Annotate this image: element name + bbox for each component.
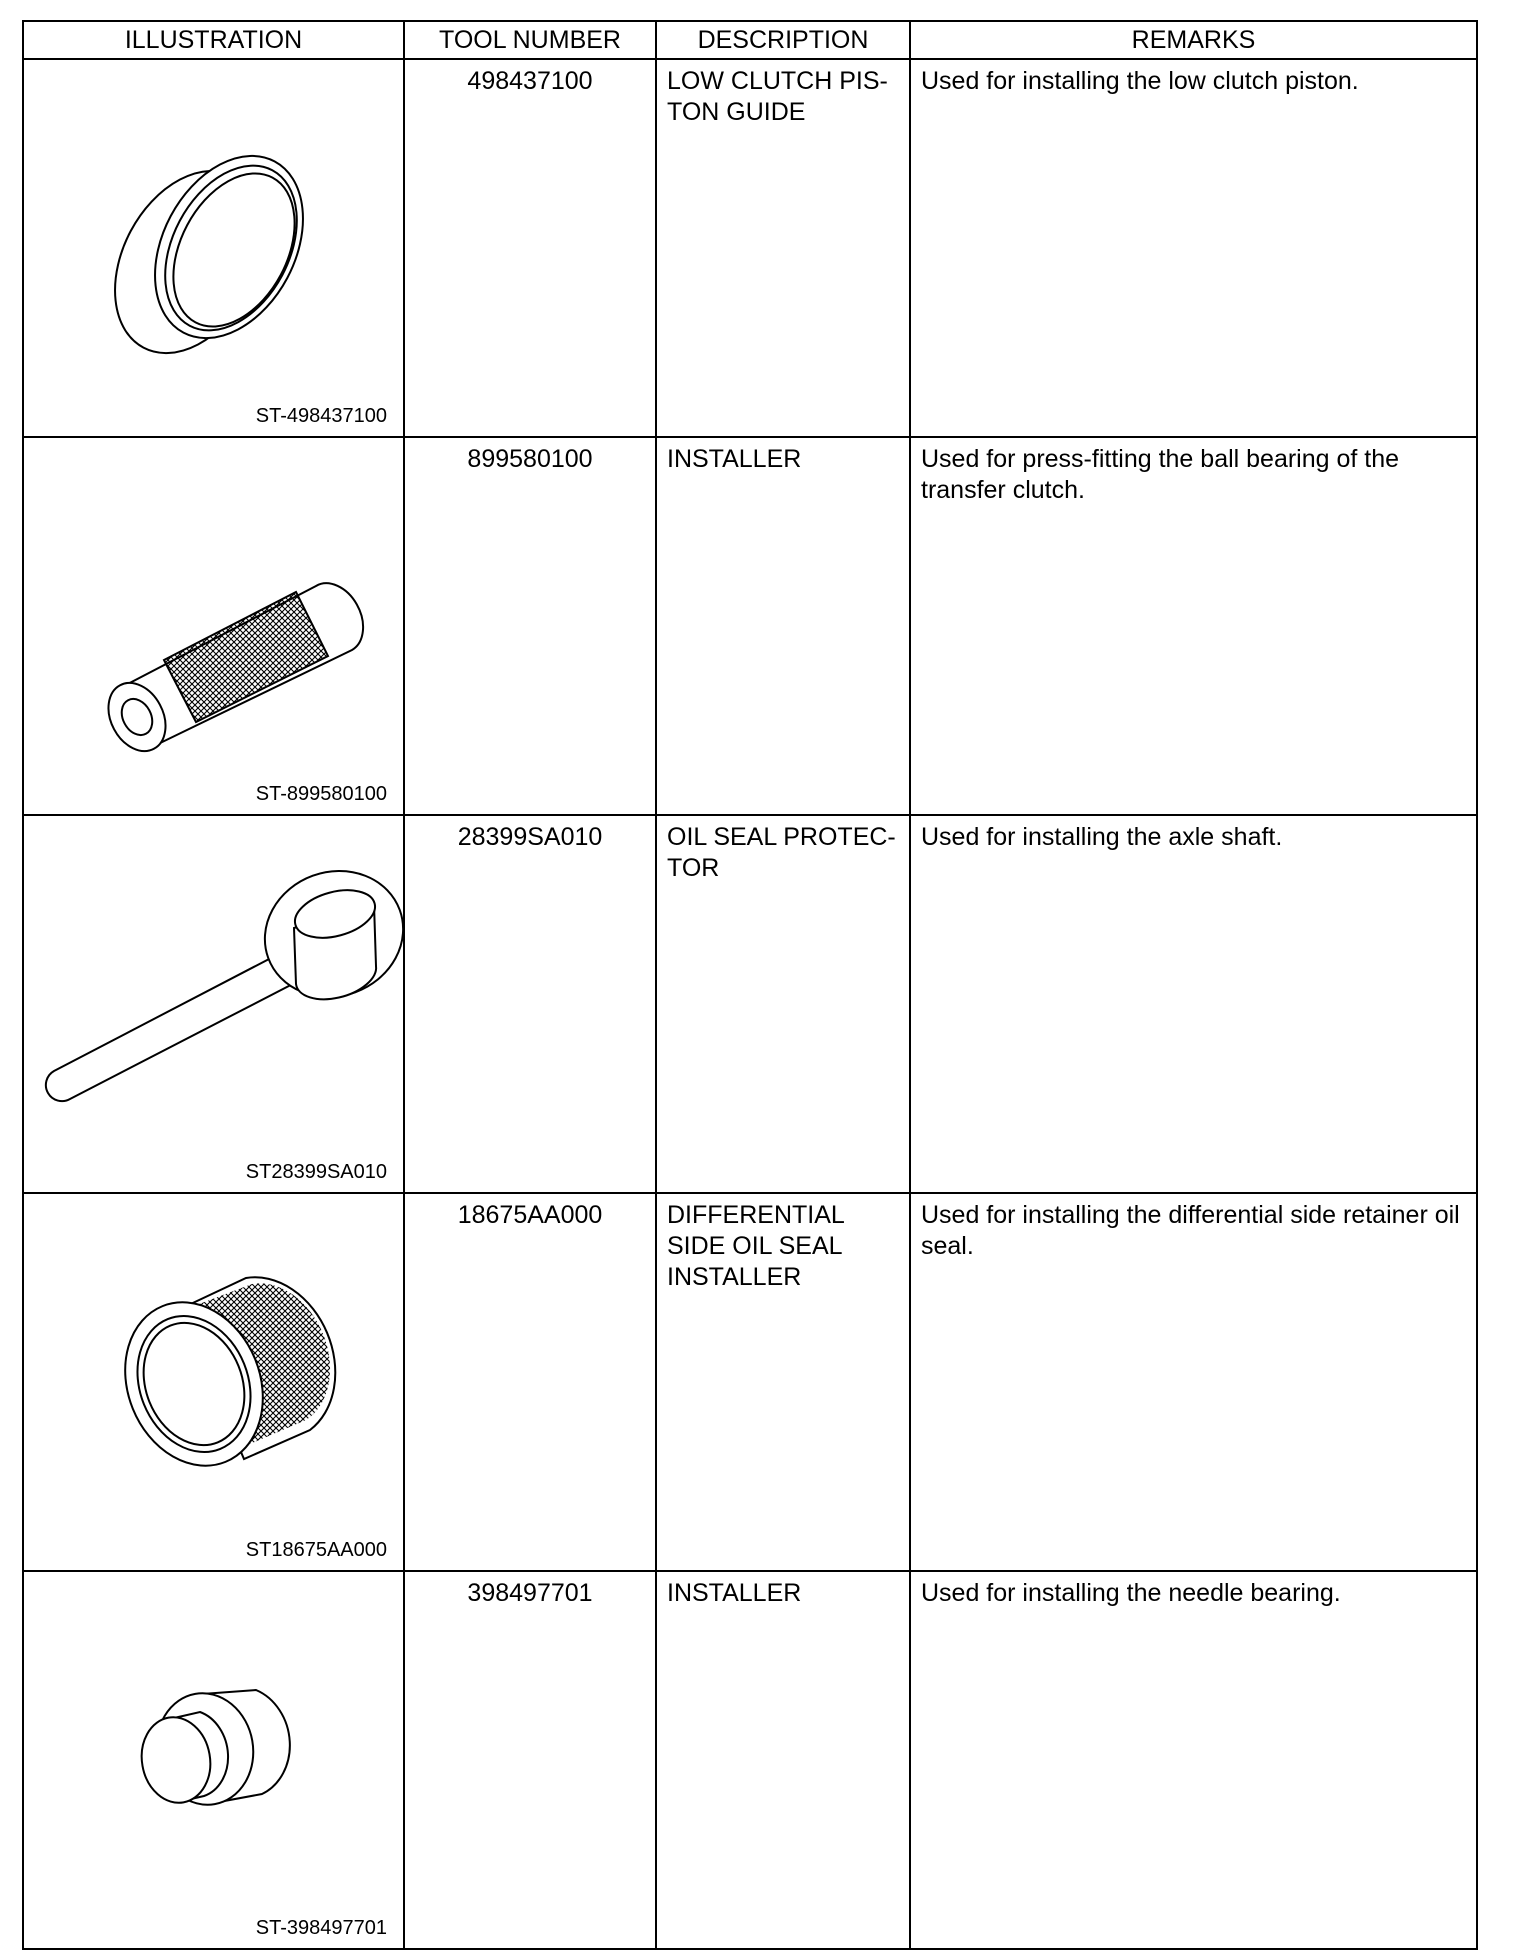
figure-label: ST18675AA000: [245, 1539, 387, 1561]
illustration-cell: [23, 1193, 404, 1571]
table-row: [23, 437, 1477, 815]
tool-number: 398497701: [404, 1571, 656, 1949]
remarks: Used for press-fitting the ball bearing of the transfer clutch.: [910, 437, 1477, 815]
table-row: [23, 1193, 1477, 1571]
tool-number: 28399SA010: [404, 815, 656, 1193]
remarks: Used for installing the differential side retainer oil seal.: [910, 1193, 1477, 1571]
illustration-cell: [23, 437, 404, 815]
table-row: [23, 815, 1477, 1193]
remarks: Used for installing the needle bearing.: [910, 1571, 1477, 1949]
header-row: [23, 21, 1477, 59]
description-text: OIL SEAL PROTEC- TOR: [667, 823, 896, 882]
figure-label: ST-398497701: [255, 1917, 387, 1939]
description: [656, 1193, 910, 1571]
remarks: Used for installing the axle shaft.: [910, 815, 1477, 1193]
illustration-cell: [23, 59, 404, 437]
table-row: [23, 59, 1477, 437]
oil-seal-protector-icon: [24, 816, 405, 1186]
tool-number: 18675AA000: [404, 1193, 656, 1571]
description-text: INSTALLER: [667, 445, 802, 473]
header-remarks: REMARKS: [910, 21, 1477, 59]
figure-label: ST28399SA010: [245, 1161, 387, 1183]
description: [656, 1571, 910, 1949]
knurled-installer-icon: [24, 438, 405, 808]
header-description: DESCRIPTION: [656, 21, 910, 59]
description-text: LOW CLUTCH PIS- TON GUIDE: [667, 67, 888, 126]
remarks: Used for installing the low clutch piston.: [910, 59, 1477, 437]
special-tools-table: [22, 20, 1478, 1950]
table-row: [23, 1571, 1477, 1949]
figure-label: ST-498437100: [255, 405, 387, 427]
description: [656, 815, 910, 1193]
figure-label: ST-899580100: [255, 783, 387, 805]
illustration-cell: [23, 1571, 404, 1949]
needle-bearing-installer-icon: [24, 1572, 405, 1942]
ring-guide-icon: [24, 60, 405, 430]
description: [656, 437, 910, 815]
description: [656, 59, 910, 437]
description-text: INSTALLER: [667, 1579, 802, 1607]
tool-number: 899580100: [404, 437, 656, 815]
oil-seal-installer-icon: [24, 1194, 405, 1564]
illustration-cell: [23, 815, 404, 1193]
description-text: DIFFERENTIAL SIDE OIL SEAL INSTALLER: [667, 1201, 845, 1291]
tool-number: 498437100: [404, 59, 656, 437]
header-illustration: ILLUSTRATION: [23, 21, 404, 59]
header-tool-number: TOOL NUMBER: [404, 21, 656, 59]
